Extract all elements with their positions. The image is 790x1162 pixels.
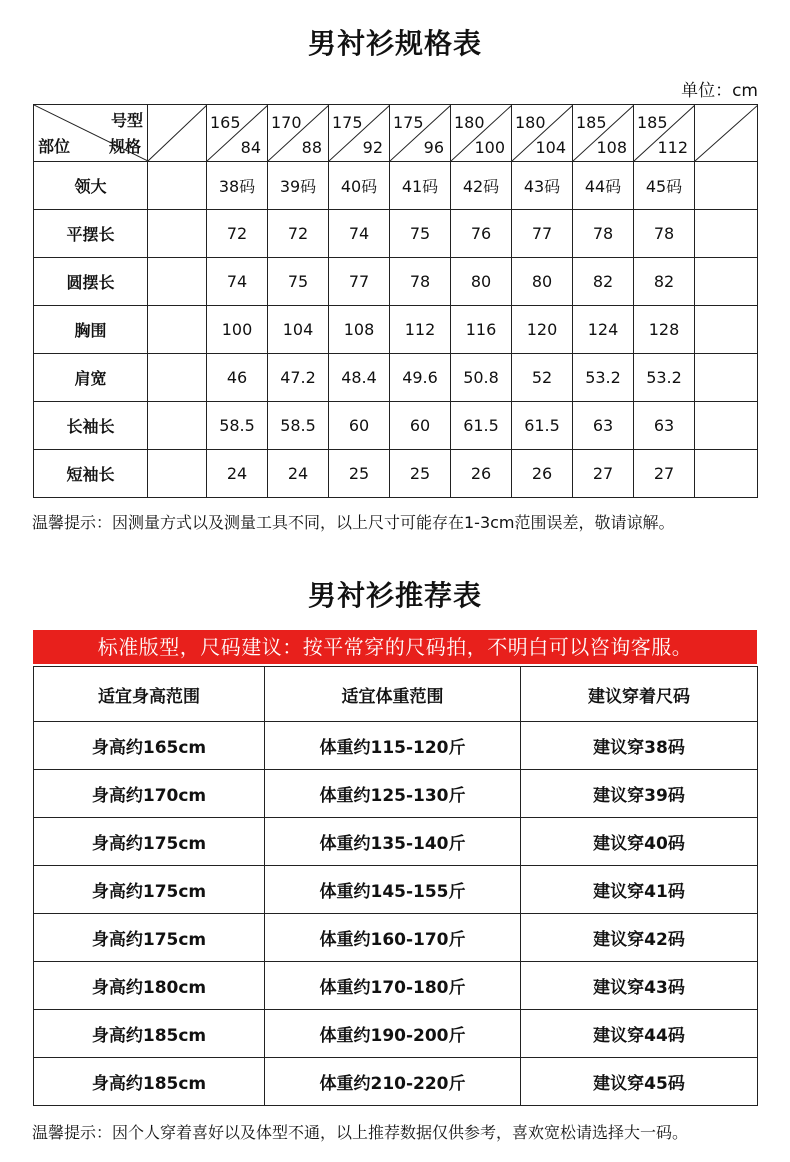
spec-value-cell: 53.2 bbox=[573, 354, 634, 402]
spec-blank-cell bbox=[695, 162, 758, 210]
spec-row bbox=[34, 402, 758, 450]
spec-value-cell: 58.5 bbox=[207, 402, 268, 450]
rec-height-cell: 身高约185cm bbox=[34, 1058, 265, 1106]
size-header-cell: 170 88 bbox=[268, 105, 329, 162]
rec-weight-cell: 体重约115-120斤 bbox=[265, 722, 521, 770]
spec-value-cell: 48.4 bbox=[329, 354, 390, 402]
spec-value-cell: 52 bbox=[512, 354, 573, 402]
rec-row bbox=[34, 1010, 758, 1058]
rec-height-cell: 身高约175cm bbox=[34, 914, 265, 962]
rec-header-weight: 适宜体重范围 bbox=[265, 667, 521, 722]
spec-value-cell: 78 bbox=[390, 258, 451, 306]
spec-value-cell: 26 bbox=[512, 450, 573, 498]
rec-height-cell: 身高约175cm bbox=[34, 818, 265, 866]
spec-value-cell: 42码 bbox=[451, 162, 512, 210]
spec-value-cell: 27 bbox=[573, 450, 634, 498]
spec-value-cell: 40码 bbox=[329, 162, 390, 210]
corner-part-label: 部位 bbox=[38, 137, 71, 156]
spec-blank-cell bbox=[695, 354, 758, 402]
spec-value-cell: 60 bbox=[390, 402, 451, 450]
spec-value-cell: 120 bbox=[512, 306, 573, 354]
size-header-cell: 185 108 bbox=[573, 105, 634, 162]
rec-size-cell: 建议穿44码 bbox=[521, 1010, 758, 1058]
size-header-cell: 180 104 bbox=[512, 105, 573, 162]
spec-blank-header-cell bbox=[695, 105, 758, 162]
rec-size-cell: 建议穿42码 bbox=[521, 914, 758, 962]
spec-corner-cell bbox=[34, 105, 148, 162]
spec-value-cell: 80 bbox=[451, 258, 512, 306]
rec-row bbox=[34, 1058, 758, 1106]
spec-row-label: 短袖长 bbox=[34, 450, 148, 498]
rec-weight-cell: 体重约125-130斤 bbox=[265, 770, 521, 818]
rec-weight-cell: 体重约170-180斤 bbox=[265, 962, 521, 1010]
rec-size-cell: 建议穿40码 bbox=[521, 818, 758, 866]
spec-value-cell: 47.2 bbox=[268, 354, 329, 402]
spec-value-cell: 41码 bbox=[390, 162, 451, 210]
spec-header-row bbox=[34, 105, 758, 162]
spec-blank-cell bbox=[148, 450, 207, 498]
rec-header-size: 建议穿着尺码 bbox=[521, 667, 758, 722]
spec-value-cell: 108 bbox=[329, 306, 390, 354]
spec-row-label: 胸围 bbox=[34, 306, 148, 354]
spec-row-label: 圆摆长 bbox=[34, 258, 148, 306]
spec-value-cell: 82 bbox=[634, 258, 695, 306]
spec-value-cell: 78 bbox=[573, 210, 634, 258]
spec-row bbox=[34, 258, 758, 306]
spec-blank-cell bbox=[695, 258, 758, 306]
unit-label: 单位：cm bbox=[681, 81, 758, 101]
spec-table-title: 男衬衫规格表 bbox=[307, 27, 482, 60]
spec-row bbox=[34, 354, 758, 402]
recommendation-table bbox=[33, 666, 758, 1106]
spec-value-cell: 74 bbox=[207, 258, 268, 306]
rec-header-height: 适宜身高范围 bbox=[34, 667, 265, 722]
spec-blank-cell bbox=[148, 306, 207, 354]
rec-height-cell: 身高约170cm bbox=[34, 770, 265, 818]
rec-weight-cell: 体重约210-220斤 bbox=[265, 1058, 521, 1106]
spec-blank-cell bbox=[695, 402, 758, 450]
spec-table bbox=[33, 104, 758, 498]
rec-height-cell: 身高约175cm bbox=[34, 866, 265, 914]
rec-size-cell: 建议穿41码 bbox=[521, 866, 758, 914]
rec-row bbox=[34, 770, 758, 818]
spec-value-cell: 82 bbox=[573, 258, 634, 306]
rec-weight-cell: 体重约190-200斤 bbox=[265, 1010, 521, 1058]
fit-advice-banner: 标准版型，尺码建议：按平常穿的尺码拍，不明白可以咨询客服。 bbox=[33, 630, 757, 664]
rec-height-cell: 身高约180cm bbox=[34, 962, 265, 1010]
spec-blank-cell bbox=[695, 210, 758, 258]
spec-value-cell: 25 bbox=[329, 450, 390, 498]
rec-weight-cell: 体重约145-155斤 bbox=[265, 866, 521, 914]
spec-value-cell: 43码 bbox=[512, 162, 573, 210]
spec-value-cell: 38码 bbox=[207, 162, 268, 210]
spec-value-cell: 76 bbox=[451, 210, 512, 258]
rec-size-cell: 建议穿39码 bbox=[521, 770, 758, 818]
rec-weight-cell: 体重约135-140斤 bbox=[265, 818, 521, 866]
rec-note: 温馨提示：因个人穿着喜好以及体型不通，以上推荐数据仅供参考，喜欢宽松请选择大一码。 bbox=[32, 1123, 689, 1142]
spec-value-cell: 78 bbox=[634, 210, 695, 258]
spec-blank-header-cell bbox=[148, 105, 207, 162]
spec-value-cell: 61.5 bbox=[512, 402, 573, 450]
spec-blank-cell bbox=[148, 354, 207, 402]
spec-value-cell: 63 bbox=[573, 402, 634, 450]
rec-size-cell: 建议穿45码 bbox=[521, 1058, 758, 1106]
spec-value-cell: 26 bbox=[451, 450, 512, 498]
spec-row-label: 长袖长 bbox=[34, 402, 148, 450]
spec-value-cell: 116 bbox=[451, 306, 512, 354]
spec-value-cell: 75 bbox=[390, 210, 451, 258]
spec-blank-cell bbox=[695, 306, 758, 354]
rec-row bbox=[34, 818, 758, 866]
spec-value-cell: 61.5 bbox=[451, 402, 512, 450]
rec-row bbox=[34, 722, 758, 770]
spec-value-cell: 46 bbox=[207, 354, 268, 402]
spec-value-cell: 63 bbox=[634, 402, 695, 450]
spec-value-cell: 53.2 bbox=[634, 354, 695, 402]
spec-value-cell: 128 bbox=[634, 306, 695, 354]
rec-row bbox=[34, 962, 758, 1010]
spec-value-cell: 25 bbox=[390, 450, 451, 498]
spec-value-cell: 50.8 bbox=[451, 354, 512, 402]
spec-row bbox=[34, 210, 758, 258]
size-header-cell: 175 92 bbox=[329, 105, 390, 162]
size-header-cell: 185 112 bbox=[634, 105, 695, 162]
spec-value-cell: 72 bbox=[207, 210, 268, 258]
spec-row-label: 领大 bbox=[34, 162, 148, 210]
spec-value-cell: 49.6 bbox=[390, 354, 451, 402]
rec-height-cell: 身高约185cm bbox=[34, 1010, 265, 1058]
spec-value-cell: 39码 bbox=[268, 162, 329, 210]
spec-value-cell: 45码 bbox=[634, 162, 695, 210]
spec-value-cell: 80 bbox=[512, 258, 573, 306]
spec-value-cell: 27 bbox=[634, 450, 695, 498]
spec-value-cell: 60 bbox=[329, 402, 390, 450]
spec-blank-cell bbox=[148, 402, 207, 450]
size-header-cell: 180 100 bbox=[451, 105, 512, 162]
rec-table-title: 男衬衫推荐表 bbox=[307, 579, 482, 612]
spec-value-cell: 100 bbox=[207, 306, 268, 354]
spec-value-cell: 77 bbox=[329, 258, 390, 306]
rec-row bbox=[34, 866, 758, 914]
corner-size-label: 号型 bbox=[110, 111, 143, 130]
corner-spec-label: 规格 bbox=[108, 137, 141, 156]
spec-row-label: 肩宽 bbox=[34, 354, 148, 402]
spec-value-cell: 112 bbox=[390, 306, 451, 354]
rec-row bbox=[34, 914, 758, 962]
spec-blank-cell bbox=[695, 450, 758, 498]
spec-value-cell: 74 bbox=[329, 210, 390, 258]
spec-row bbox=[34, 306, 758, 354]
rec-header-row bbox=[34, 667, 758, 722]
spec-blank-cell bbox=[148, 210, 207, 258]
size-header-cell: 165 84 bbox=[207, 105, 268, 162]
rec-height-cell: 身高约165cm bbox=[34, 722, 265, 770]
spec-value-cell: 75 bbox=[268, 258, 329, 306]
rec-size-cell: 建议穿38码 bbox=[521, 722, 758, 770]
spec-row bbox=[34, 450, 758, 498]
spec-row-label: 平摆长 bbox=[34, 210, 148, 258]
rec-weight-cell: 体重约160-170斤 bbox=[265, 914, 521, 962]
spec-value-cell: 24 bbox=[207, 450, 268, 498]
size-header-cell: 175 96 bbox=[390, 105, 451, 162]
spec-value-cell: 58.5 bbox=[268, 402, 329, 450]
spec-value-cell: 72 bbox=[268, 210, 329, 258]
spec-row bbox=[34, 162, 758, 210]
spec-value-cell: 124 bbox=[573, 306, 634, 354]
rec-size-cell: 建议穿43码 bbox=[521, 962, 758, 1010]
spec-value-cell: 24 bbox=[268, 450, 329, 498]
spec-note: 温馨提示：因测量方式以及测量工具不同，以上尺寸可能存在1-3cm范围误差，敬请谅解。 bbox=[32, 513, 675, 532]
spec-blank-cell bbox=[148, 162, 207, 210]
spec-value-cell: 104 bbox=[268, 306, 329, 354]
spec-value-cell: 44码 bbox=[573, 162, 634, 210]
spec-value-cell: 77 bbox=[512, 210, 573, 258]
spec-blank-cell bbox=[148, 258, 207, 306]
